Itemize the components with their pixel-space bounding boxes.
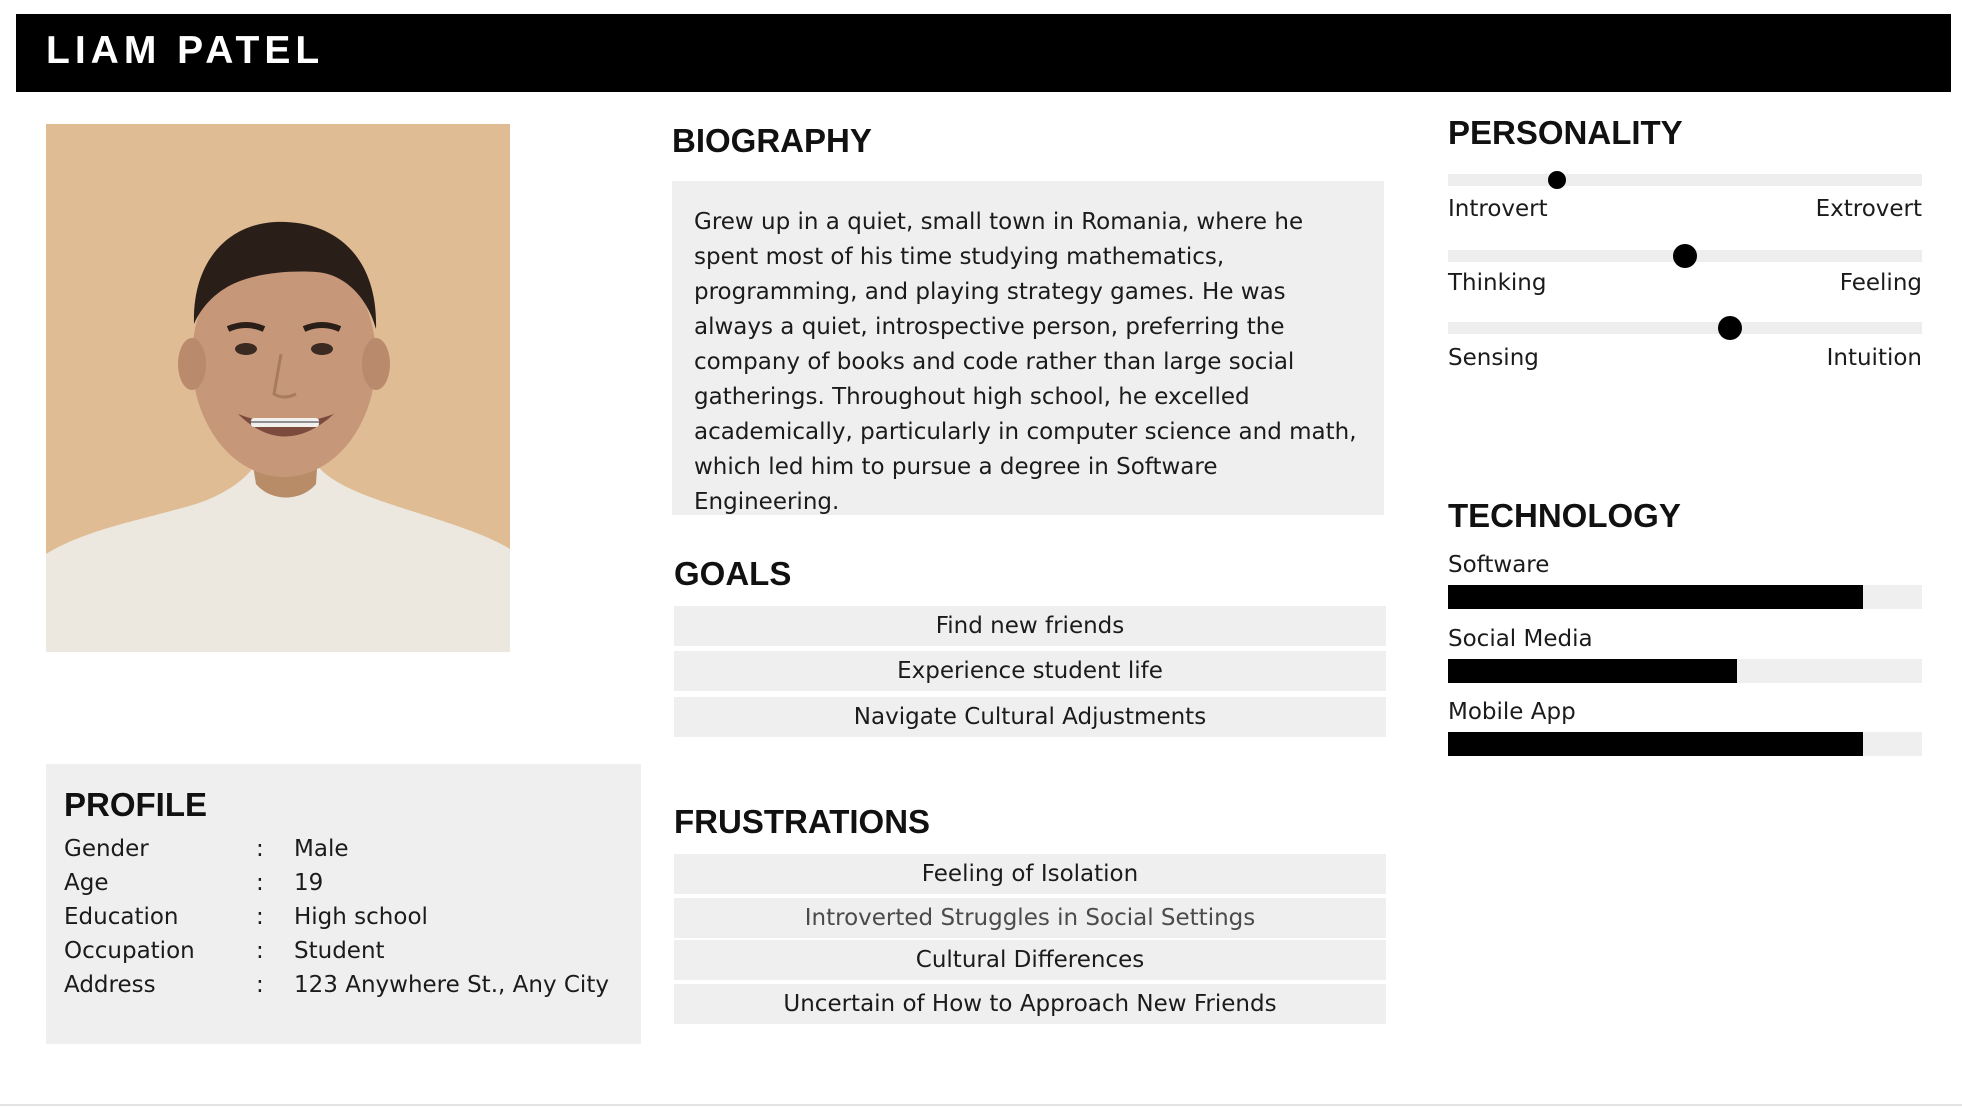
slider-marker xyxy=(1548,171,1566,189)
profile-box xyxy=(46,764,641,1044)
frustrations-title: FRUSTRATIONS xyxy=(674,803,931,840)
profile-value: Student xyxy=(294,938,385,964)
profile-label: Age xyxy=(64,870,109,896)
tech-bar-software xyxy=(1448,585,1922,609)
slider-marker xyxy=(1673,244,1697,268)
profile-value: 123 Anywhere St., Any City xyxy=(294,972,609,998)
tech-bar-mobile-app xyxy=(1448,732,1922,756)
persona-photo xyxy=(46,124,510,652)
goal-item: Find new friends xyxy=(674,606,1386,646)
profile-row-age xyxy=(64,866,634,900)
biography-box xyxy=(672,181,1384,515)
persona-name: LIAM PATEL xyxy=(46,29,325,72)
trait-left-label: Thinking xyxy=(1448,270,1547,296)
frustration-item: Introverted Struggles in Social Settings xyxy=(674,898,1386,938)
trait-left-label: Sensing xyxy=(1448,345,1539,371)
profile-value: High school xyxy=(294,904,428,930)
profile-row-gender xyxy=(64,832,634,866)
profile-title: PROFILE xyxy=(64,786,208,823)
personality-title: PERSONALITY xyxy=(1448,114,1683,151)
profile-label: Education xyxy=(64,904,179,930)
profile-value: Male xyxy=(294,836,349,862)
tech-bar-fill xyxy=(1448,585,1863,609)
bottom-divider xyxy=(0,1104,1962,1106)
header-bar xyxy=(16,14,1951,92)
biography-text: Grew up in a quiet, small town in Romania, where he spent most of his time studying mathematics, programming, and playing strategy games. He was always a quiet, introspective person, preferring the company of books and code rather than large social gatherings. Throughout high school, he excelled academically, particularly in computer science and math, which led him to pursue a degree in Software Engineering. xyxy=(694,209,1357,515)
profile-row-occupation xyxy=(64,934,634,968)
personality-slider-thinking-feeling xyxy=(1448,250,1922,262)
profile-label: Gender xyxy=(64,836,149,862)
profile-separator: : xyxy=(256,870,264,896)
trait-left-label: Introvert xyxy=(1448,196,1548,222)
tech-bar-social-media xyxy=(1448,659,1922,683)
profile-row-education xyxy=(64,900,634,934)
goals-title: GOALS xyxy=(674,555,792,592)
frustration-item: Feeling of Isolation xyxy=(674,854,1386,894)
trait-right-label: Intuition xyxy=(1826,345,1922,371)
tech-bar-fill xyxy=(1448,659,1737,683)
tech-label: Mobile App xyxy=(1448,699,1576,725)
personality-slider-introvert-extrovert xyxy=(1448,174,1922,186)
profile-row-address xyxy=(64,968,634,1002)
trait-right-label: Feeling xyxy=(1839,270,1922,296)
technology-title: TECHNOLOGY xyxy=(1448,497,1681,534)
frustration-item: Uncertain of How to Approach New Friends xyxy=(674,984,1386,1024)
trait-right-label: Extrovert xyxy=(1815,196,1922,222)
tech-label: Software xyxy=(1448,552,1550,578)
frustration-item: Cultural Differences xyxy=(674,940,1386,980)
tech-bar-fill xyxy=(1448,732,1863,756)
profile-separator: : xyxy=(256,972,264,998)
profile-value: 19 xyxy=(294,870,324,896)
goal-item: Navigate Cultural Adjustments xyxy=(674,697,1386,737)
personality-slider-sensing-intuition xyxy=(1448,322,1922,334)
profile-separator: : xyxy=(256,904,264,930)
slider-marker xyxy=(1718,316,1742,340)
profile-separator: : xyxy=(256,836,264,862)
profile-separator: : xyxy=(256,938,264,964)
goal-item: Experience student life xyxy=(674,651,1386,691)
profile-label: Occupation xyxy=(64,938,195,964)
profile-label: Address xyxy=(64,972,156,998)
biography-title: BIOGRAPHY xyxy=(672,122,872,159)
tech-label: Social Media xyxy=(1448,626,1593,652)
